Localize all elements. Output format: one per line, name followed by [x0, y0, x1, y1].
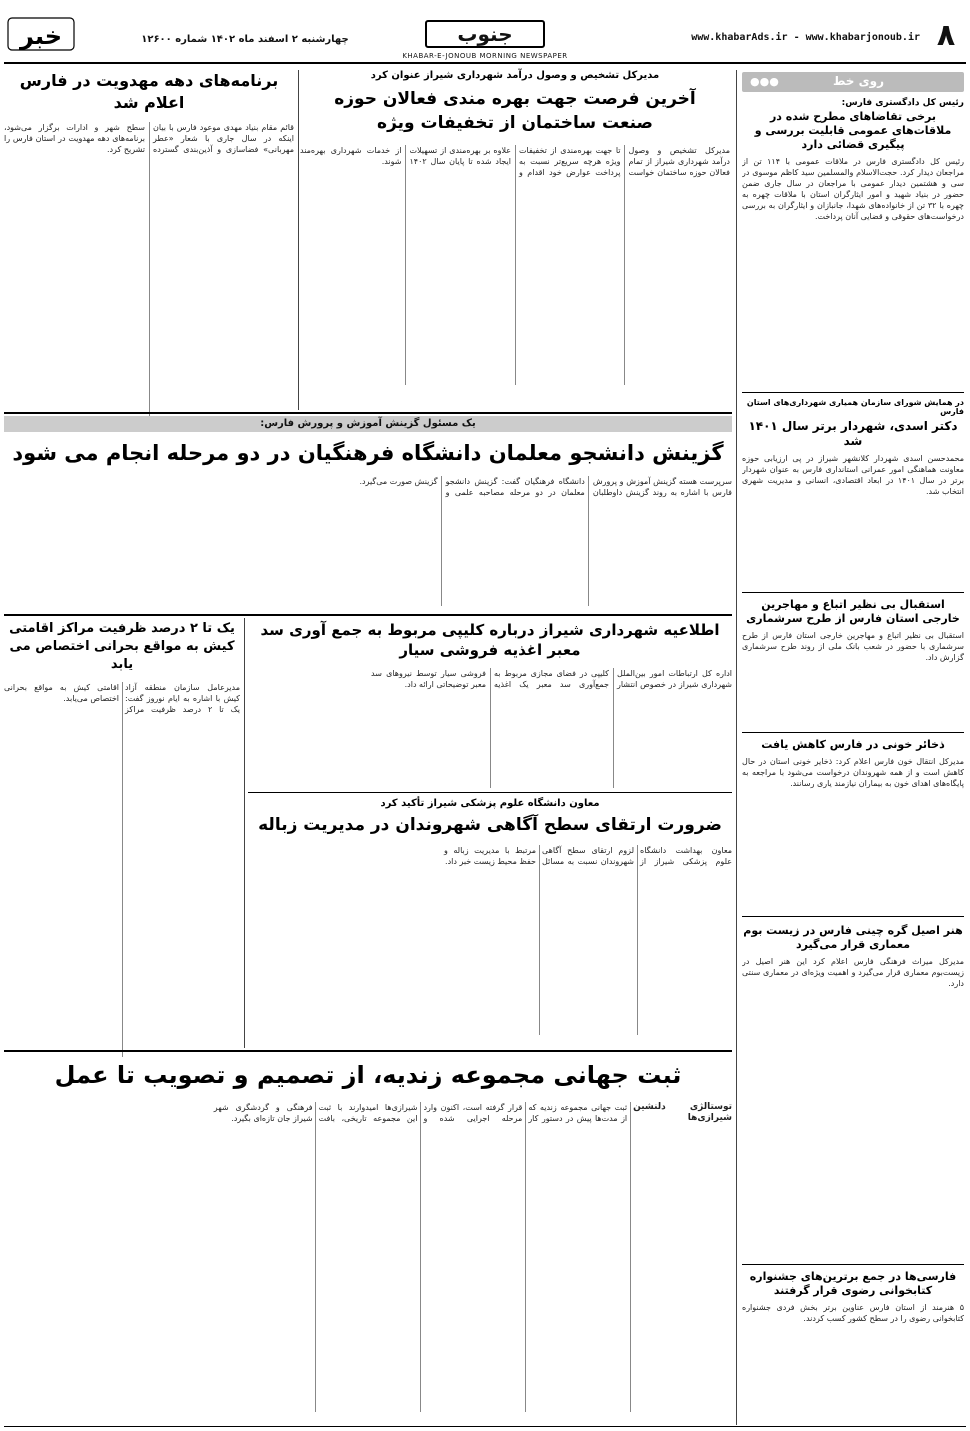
article-title: ذخائر خونی در فارس کاهش یافت [761, 738, 945, 751]
section-divider [4, 1050, 732, 1052]
article-title: ضرورت ارتقای سطح آگاهی شهروندان در مدیریت زباله [258, 815, 722, 835]
logo-mark [6, 12, 76, 56]
sidebar-article-3 [742, 598, 964, 750]
banner-kicker-box [4, 416, 732, 432]
svg-text:خبر: خبر [19, 22, 63, 50]
sidebar-article-5 [742, 924, 964, 1316]
sidebar-column-rule [736, 70, 737, 1425]
article-kicker: مدیرکل تشخیص و وصول درآمد شهرداری شیراز عنوان کرد [370, 70, 660, 81]
article-title: برخی تقاضاهای مطرح شده در ملاقات‌های عمومی قابلیت بررسی و پیگیری قضائی دارد [754, 110, 952, 151]
article-title: آخرین فرصت جهت بهره مندی فعالان حوزه صنعت ساختمان از تخفیفات ویژه [334, 89, 696, 133]
dots-decoration-icon: ●●● [750, 75, 779, 88]
sidebar-header [742, 72, 964, 92]
article-body: محمدحسن اسدی شهردار کلانشهر شیراز در پی ارزیابی حوزه معاونت هماهنگی امور عمرانی استانداری فارس به عنوان شهردار برتر در سال ۱۴۰۱ در ابعاد اقتصادی، انسانی و مدیریت شهری انتخاب شد. [742, 454, 964, 496]
article-title: ثبت جهانی مجموعه زندیه، از تصمیم و تصویب تا عمل [54, 1061, 682, 1089]
masthead-rule [4, 62, 966, 64]
article-body: معاون بهداشت دانشگاه علوم پزشکی شیراز از لزوم ارتقای سطح آگاهی شهروندان نسبت به مسائل مرتبط با مدیریت زباله و حفظ محیط زیست خبر داد. [444, 846, 732, 866]
page-number: ۸ [936, 18, 956, 53]
sidebar-article-1 [742, 98, 964, 366]
sidebar-divider [742, 916, 964, 917]
article-title: هنر اصیل گره چینی فارس در زیست بوم معماری قرار می‌گیرد [743, 924, 963, 951]
article-title: گزینش دانشجو معلمان دانشگاه فرهنگیان در دو مرحله انجام می شود [12, 441, 724, 465]
article-body: مدیرکل تشخیص و وصول درآمد شهرداری شیراز از تمام فعالان حوزه ساختمان خواست تا جهت بهره‌مندی از تخفیفات ویژه هرچه سریع‌تر نسبت به پرداخت عوارض خود اقدام و علاوه بر بهره‌مندی از تسهیلات ایجاد شده تا پایان سال ۱۴۰۲ از خدمات شهرداری بهره‌مند شوند. [300, 146, 730, 177]
newspaper-logo [6, 12, 76, 56]
top-column-rule [298, 70, 299, 410]
article-title: اطلاعیه شهرداری شیراز درباره کلیپی مربوط به جمع آوری سد معبر اغذیه فروشی سیار [260, 621, 720, 659]
top-left-article [4, 70, 294, 410]
section-divider [4, 614, 732, 616]
zandiyeh-article [4, 1056, 732, 1426]
article-title: دکتر اسدی، شهردار برتر سال ۱۴۰۱ شد [748, 419, 958, 448]
article-title: یک تا ۲ درصد ظرفیت مراکز اقامتی کیش به مواقع بحرانی اختصاص می یابد [9, 621, 235, 672]
masthead-subtitle: KHABAR-E-JONOUB MORNING NEWSPAPER [402, 52, 568, 60]
section-divider [248, 792, 732, 793]
sidebar-divider [742, 592, 964, 593]
date-issue: چهارشنبه ۲ اسفند ماه ۱۴۰۲ شماره ۱۲۶۰۰ [141, 34, 349, 45]
article-title: فارسی‌ها در جمع برترین‌های جشنواره کتابخوانی رضوی قرار گرفتند [749, 1270, 957, 1297]
section-title: جنوب [425, 20, 545, 48]
sidebar-article-4 [742, 738, 964, 916]
sidebar-article-6 [742, 1270, 964, 1431]
article-kicker: معاون دانشگاه علوم پزشکی شیراز تأکید کرد [380, 798, 600, 809]
middle-column-rule [244, 618, 245, 1048]
page-bottom-rule [4, 1426, 966, 1427]
article-kicker: در همایش شورای سازمان همیاری شهرداری‌های استان فارس [746, 398, 964, 416]
article-body: ۵ هنرمند از استان فارس عناوین برتر بخش فردی جشنواره کتابخوانی رضوی را در سطح کشور کسب کردند. [742, 1303, 964, 1323]
article-body: قائم مقام بنیاد مهدی موعود فارس با بیان اینکه در سال جاری با شعار «عطر مهربانی» فضاسازی و آذین‌بندی گسترده سطح شهر و ادارات برگزار می‌شود، برنامه‌های دهه مهدویت در استان فارس را تشریح کرد. [4, 123, 294, 154]
sidebar-divider [742, 1264, 964, 1265]
waste-article [248, 798, 732, 1048]
article-body: مدیرکل انتقال خون فارس اعلام کرد: ذخایر خونی استان در حال کاهش است و از همه شهروندان درخواست می‌شود با مراجعه به پایگاه‌های اهدای خون به بیماران نیازمند یاری رسانند. [742, 757, 964, 788]
article-body-text: ثبت جهانی مجموعه زندیه که از مدت‌ها پیش در دستور کار قرار گرفته است، اکنون وارد مرحله اجرایی شده و شیرازی‌ها امیدوارند با ثبت این مجموعه تاریخی، بافت فرهنگی و گردشگری شهر شیراز جان تازه‌ای بگیرد. [213, 1103, 628, 1123]
article-body: مدیرعامل سازمان منطقه آزاد کیش با اشاره به ایام نوروز گفت: یک تا ۲ درصد ظرفیت مراکز اقامتی کیش به مواقع بحرانی اختصاص می‌یابد. [4, 683, 240, 714]
section-divider [4, 412, 732, 414]
masthead-websites: www.khabarAds.ir - www.khabarjonoub.ir [691, 32, 920, 43]
top-main-article [300, 70, 730, 410]
article-kicker: یک مسئول گزینش آموزش و پرورش فارس: [260, 418, 476, 429]
banner-article [4, 416, 732, 612]
article-subhead: توستالژی دلنشین شیرازی‌ها [633, 1102, 732, 1123]
article-body: مدیرکل میراث فرهنگی فارس اعلام کرد این هنر اصیل در زیست‌بوم معماری قرار می‌گیرد و اهمیت ویژه‌ای در معماری سنتی دارد. [742, 957, 964, 988]
sidebar-header-label: روی خط [832, 74, 884, 88]
sidebar-article-2 [742, 398, 964, 603]
sidebar [742, 72, 964, 1422]
article-title: استقبال بی نظیر اتباع و مهاجرین خارجی استان فارس از طرح سرشماری [746, 598, 960, 625]
sidebar-divider [742, 392, 964, 393]
article-kicker: رئیس کل دادگستری فارس: [841, 98, 964, 108]
article-body: اداره کل ارتباطات امور بین‌الملل شهرداری شیراز در خصوص انتشار کلیپی در فضای مجازی مربوط به جمع‌آوری سد معبر یک اغذیه فروشی سیار توسط نیروهای سد معبر توضیحاتی ارائه داد. [371, 669, 732, 689]
kish-article [4, 620, 240, 1045]
kiosk-notice-article [248, 620, 732, 790]
article-body [4, 1102, 732, 1412]
article-title: برنامه‌های دهه مهدویت در فارس اعلام شد [19, 71, 279, 112]
article-body: رئیس کل دادگستری فارس در ملاقات عمومی با ۱۱۴ تن از مراجعان دیدار کرد. حجت‌الاسلام والمسلمین سید کاظم موسوی در سی و هشتمین دیدار عمومی با مراجعان در سال جاری ضمن حضور در بنیاد شهید و امور ایثارگران استان با ملاقات چهره به چهره با ۳۲ تن از خانواده‌های شهدا، جانبازان و ایثارگران به بررسی درخواست‌های حقوقی و قضایی آنان پرداخت. [742, 157, 964, 221]
article-body: سرپرست هسته گزینش آموزش و پرورش فارس با اشاره به روند گزینش داوطلبان دانشگاه فرهنگیان گفت: گزینش دانشجو معلمان در دو مرحله مصاحبه علمی و گزینش صورت می‌گیرد. [359, 477, 732, 497]
sidebar-divider [742, 732, 964, 733]
masthead [0, 0, 970, 66]
article-body: استقبال بی نظیر اتباع و مهاجرین خارجی استان فارس از طرح سرشماری با حضور در شعب بانک ملی از روند طرح سرشماری گزارش داد. [742, 631, 964, 662]
